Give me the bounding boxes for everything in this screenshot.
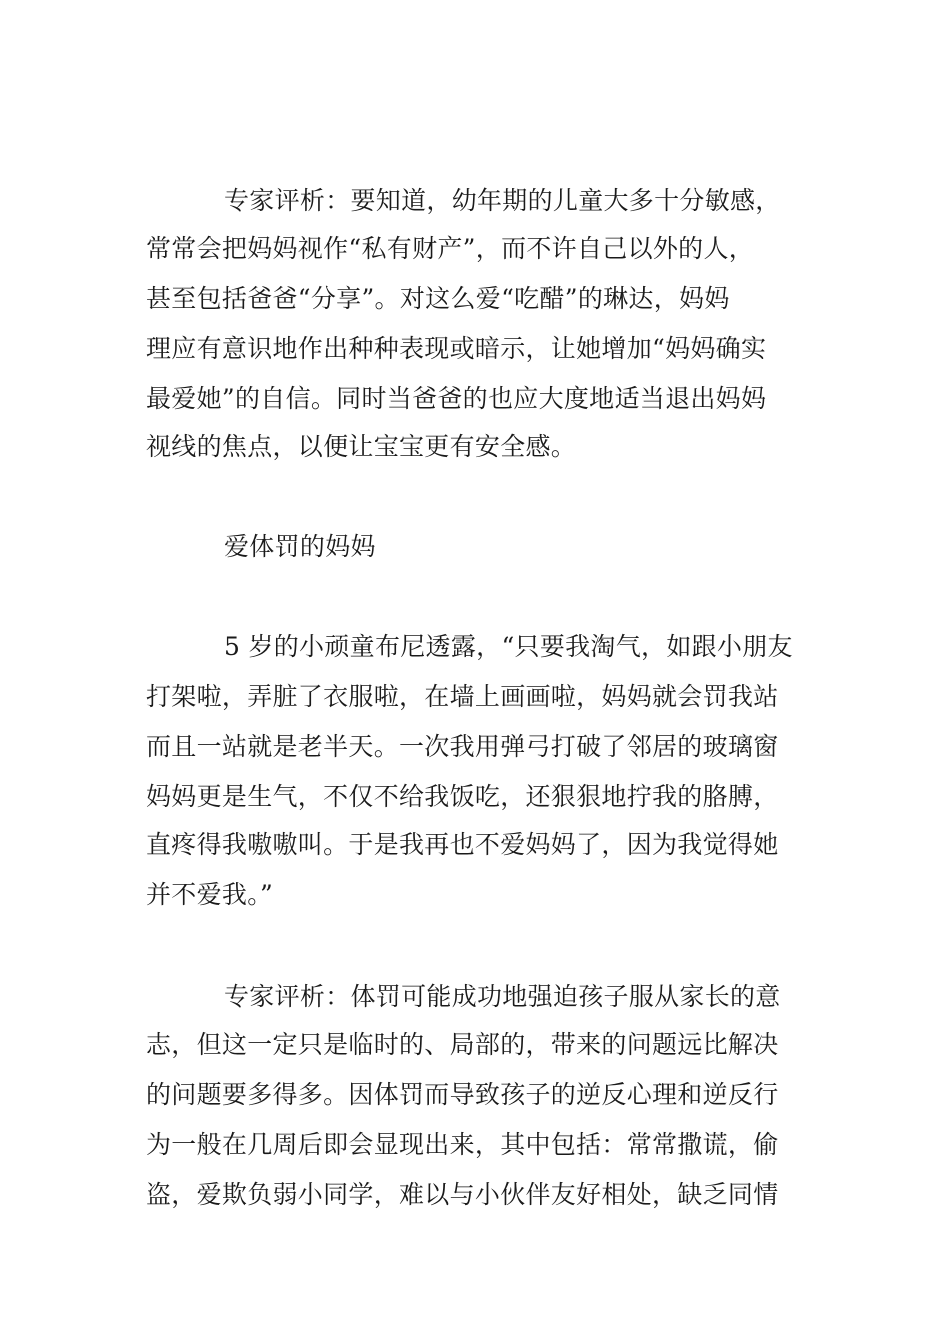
- paragraph-line: 为一般在几周后即会显现出来，其中包括：常常撒谎，偷: [146, 1130, 779, 1159]
- paragraph-line: 的问题要多得多。因体罚而导致孩子的逆反心理和逆反行: [146, 1080, 779, 1109]
- paragraph-line: 甚至包括爸爸“分享”。对这么爱“吃醋”的琳达，妈妈: [146, 284, 730, 313]
- paragraph-line: 打架啦，弄脏了衣服啦，在墙上画画啦，妈妈就会罚我站: [146, 682, 779, 711]
- paragraph-line: 妈妈更是生气，不仅不给我饭吃，还狠狠地拧我的胳膊，: [146, 782, 779, 811]
- paragraph-line: 理应有意识地作出种种表现或暗示，让她增加“妈妈确实: [146, 334, 767, 363]
- paragraph-line: 视线的焦点，以便让宝宝更有安全感。: [146, 432, 577, 461]
- paragraph-line: 直疼得我嗷嗷叫。于是我再也不爱妈妈了，因为我觉得她: [146, 830, 779, 859]
- paragraph-line: 志，但这一定只是临时的、局部的，带来的问题远比解决: [146, 1030, 779, 1059]
- paragraph-line: 并不爱我。”: [146, 880, 274, 909]
- paragraph-line: 而且一站就是老半天。一次我用弹弓打破了邻居的玻璃窗: [146, 732, 779, 761]
- section-heading: 爱体罚的妈妈: [224, 532, 376, 561]
- paragraph-line: 专家评析：体罚可能成功地强迫孩子服从家长的意: [224, 982, 781, 1011]
- paragraph-line: 5 岁的小顽童布尼透露，“只要我淘气，如跟小朋友: [224, 632, 793, 661]
- paragraph-line: 常常会把妈妈视作“私有财产”，而不许自己以外的人，: [146, 234, 755, 263]
- paragraph-line: 最爱她”的自信。同时当爸爸的也应大度地适当退出妈妈: [146, 384, 767, 413]
- paragraph-line: 盗，爱欺负弱小同学，难以与小伙伴友好相处，缺乏同情: [146, 1180, 779, 1209]
- paragraph-line: 专家评析：要知道，幼年期的儿童大多十分敏感，: [224, 186, 781, 215]
